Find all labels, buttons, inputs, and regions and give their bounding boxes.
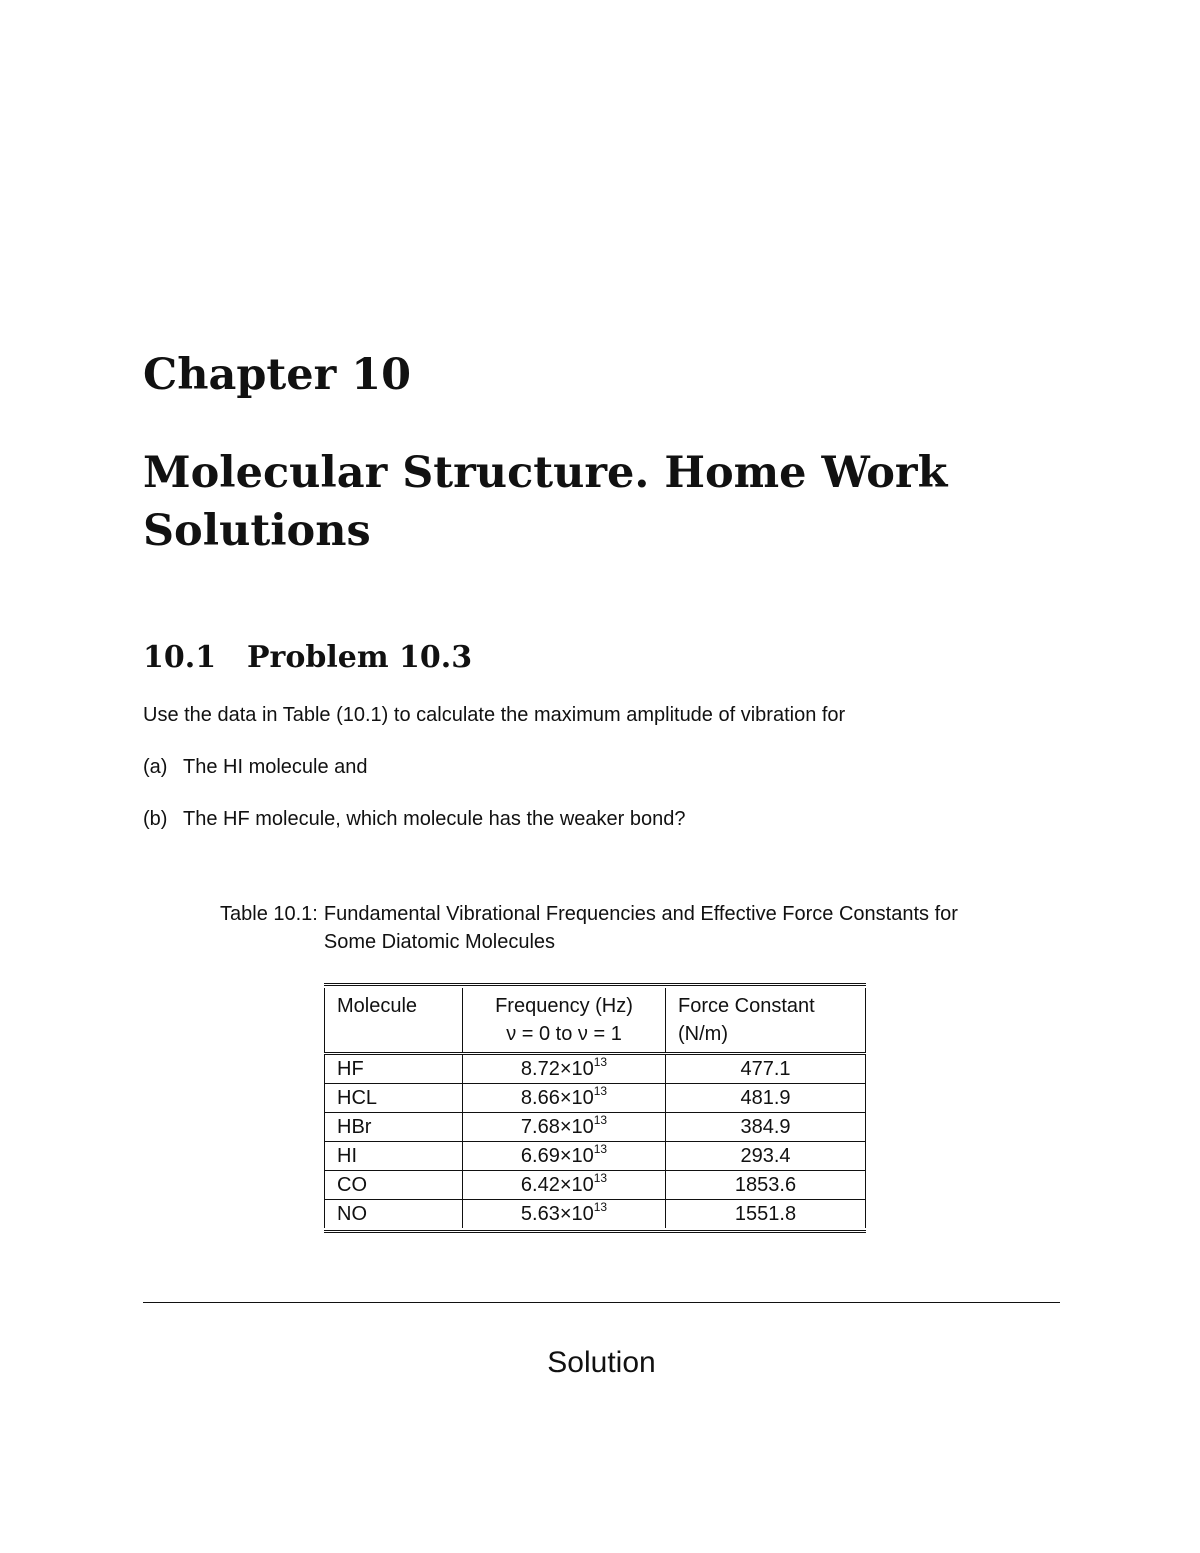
cell-frequency: $8.72\times 10^{13}$ <box>463 1054 666 1084</box>
section-heading <box>143 638 472 678</box>
table-row <box>325 1054 866 1084</box>
item-marker: (a) <box>143 756 168 778</box>
cell-molecule: HI <box>325 1142 463 1171</box>
header-frequency <box>463 988 666 1054</box>
cell-frequency: $6.69\times 10^{13}$ <box>463 1142 666 1171</box>
item-text: The HI molecule and <box>183 756 368 778</box>
cell-molecule: NO <box>325 1200 463 1229</box>
table-caption-text: Fundamental Vibrational Frequencies and Effective Force Constants for Some Diatomic Molecules <box>323 903 958 953</box>
table-row <box>325 1113 866 1142</box>
table-row <box>325 1084 866 1113</box>
section-title: Problem 10.3 <box>247 640 473 675</box>
data-table-frame <box>324 983 866 1233</box>
cell-frequency: $5.63\times 10^{13}$ <box>463 1200 666 1229</box>
cell-force-constant: 384.9 <box>666 1113 866 1142</box>
header-force-constant: Force Constant (N/m) <box>666 988 866 1054</box>
item-marker: (b) <box>143 808 168 830</box>
item-text: The HF molecule, which molecule has the weaker bond? <box>183 808 686 830</box>
table-header-row <box>325 988 866 1054</box>
table-row <box>325 1200 866 1229</box>
header-frequency-line2: ν = 0 to ν = 1 <box>506 1023 622 1045</box>
table-row <box>325 1142 866 1171</box>
cell-molecule: HCL <box>325 1084 463 1113</box>
cell-force-constant: 481.9 <box>666 1084 866 1113</box>
cell-frequency: $6.42\times 10^{13}$ <box>463 1171 666 1200</box>
section-number: 10.1 <box>143 640 217 675</box>
cell-frequency: $8.66\times 10^{13}$ <box>463 1084 666 1113</box>
horizontal-rule <box>143 1302 1060 1303</box>
table-caption-label: Table 10.1: <box>220 903 318 925</box>
solution-heading: Solution <box>547 1346 656 1379</box>
cell-frequency: $7.68\times 10^{13}$ <box>463 1113 666 1142</box>
cell-molecule: HBr <box>325 1113 463 1142</box>
problem-item-b <box>143 805 685 833</box>
cell-force-constant: 1551.8 <box>666 1200 866 1229</box>
table-row <box>325 1171 866 1200</box>
header-molecule: Molecule <box>325 988 463 1054</box>
problem-item-a <box>143 753 368 781</box>
cell-force-constant: 293.4 <box>666 1142 866 1171</box>
cell-molecule: CO <box>325 1171 463 1200</box>
chapter-label: Chapter 10 <box>143 350 412 400</box>
cell-molecule: HF <box>325 1054 463 1084</box>
data-table <box>324 988 866 1228</box>
table-caption <box>220 900 990 956</box>
chapter-title: Molecular Structure. Home Work Solutions <box>143 448 948 556</box>
problem-intro: Use the data in Table (10.1) to calculate the maximum amplitude of vibration for <box>143 704 846 726</box>
cell-force-constant: 477.1 <box>666 1054 866 1084</box>
cell-force-constant: 1853.6 <box>666 1171 866 1200</box>
header-frequency-line1: Frequency (Hz) <box>495 995 633 1017</box>
